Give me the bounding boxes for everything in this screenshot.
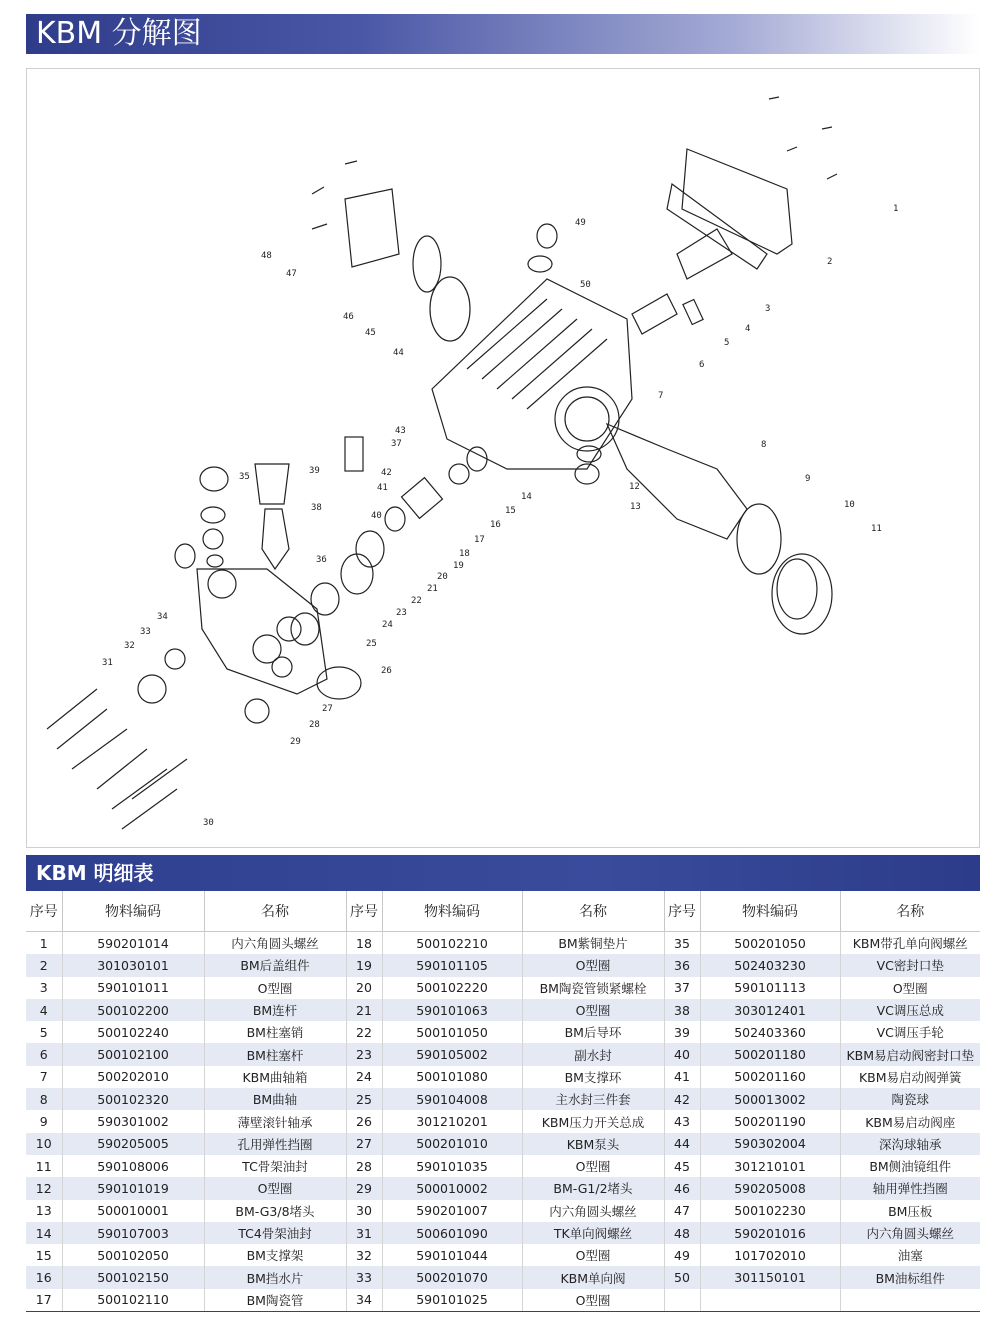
cell-index: 43 (664, 1110, 700, 1132)
part-callout-28: 28 (309, 720, 320, 730)
cell-name: 薄壁滚针轴承 (204, 1110, 346, 1132)
cell-code: 590201014 (62, 932, 204, 955)
col-header-index: 序号 (346, 891, 382, 932)
parts-table-title-bar (26, 855, 980, 891)
cell-index: 6 (26, 1043, 62, 1065)
cell-name: O型圈 (204, 1177, 346, 1199)
part-callout-3: 3 (765, 304, 771, 314)
table-row (26, 1110, 980, 1132)
cell-name: BM柱塞杆 (204, 1043, 346, 1065)
cell-index: 27 (346, 1133, 382, 1155)
col-header-code: 物料编码 (700, 891, 840, 932)
cell-code: 500102110 (62, 1289, 204, 1312)
cell-code: 590101025 (382, 1289, 522, 1312)
cell-index: 46 (664, 1177, 700, 1199)
cell-name: 陶瓷球 (840, 1088, 980, 1110)
cell-name: VC调压手轮 (876, 1025, 944, 1041)
cell-index: 16 (26, 1266, 62, 1288)
cell-code: 590205005 (62, 1133, 204, 1155)
cell-code: 502403360 (700, 1021, 840, 1043)
cell-index: 29 (346, 1177, 382, 1199)
part-callout-11: 11 (871, 524, 882, 534)
cell-index: 10 (26, 1133, 62, 1155)
cell-index: 2 (26, 954, 62, 976)
cell-name: 油塞 (897, 1248, 923, 1264)
cell-index: 15 (26, 1244, 62, 1266)
table-row (26, 954, 980, 976)
part-callout-39: 39 (309, 466, 320, 476)
part-callout-19: 19 (453, 561, 464, 571)
cell-code: 590201007 (382, 1200, 522, 1222)
cell-code: 500201010 (382, 1133, 522, 1155)
part-callout-4: 4 (745, 324, 751, 334)
part-callout-45: 45 (365, 328, 376, 338)
cell-name: BM后导环 (522, 1021, 664, 1043)
cell-code: 301030101 (62, 954, 204, 976)
cell-code: 500010002 (382, 1177, 522, 1199)
cell-name: BM油标组件 (840, 1266, 980, 1288)
cell-code: 500202010 (62, 1066, 204, 1088)
cell-index: 8 (26, 1088, 62, 1110)
table-row (26, 1222, 980, 1244)
cell-name: 内六角圆头螺丝 (840, 1222, 980, 1244)
cell-code: 590201016 (700, 1222, 840, 1244)
part-callout-50: 50 (580, 280, 591, 290)
cell-code: 500102210 (382, 932, 522, 955)
col-header-name: 名称 (204, 891, 346, 932)
part-callout-23: 23 (396, 608, 407, 618)
part-callout-49: 49 (575, 218, 586, 228)
part-callout-20: 20 (437, 572, 448, 582)
cell-name: 内六角圆头螺丝 (204, 932, 346, 955)
cell-code: 590302004 (700, 1133, 840, 1155)
cell-index: 24 (346, 1066, 382, 1088)
part-callout-8: 8 (761, 440, 767, 450)
cell-name: BM压板 (888, 1203, 933, 1219)
table-row (26, 1088, 980, 1110)
cell-name: O型圈 (522, 999, 664, 1021)
cell-code: 590101019 (62, 1177, 204, 1199)
table-row (26, 1244, 980, 1266)
table-row (26, 1043, 980, 1065)
cell-name: O型圈 (522, 1244, 664, 1266)
cell-code: 502403230 (700, 954, 840, 976)
cell-index: 1 (26, 932, 62, 955)
parts-list-table (26, 891, 980, 1312)
cell-name: KBM易启动阀弹簧 (858, 1069, 962, 1085)
cell-index: 48 (664, 1222, 700, 1244)
part-callout-43: 43 (395, 426, 406, 436)
cell-name: 主水封三件套 (522, 1088, 664, 1110)
cell-index: 3 (26, 977, 62, 999)
cell-name: BM紫铜垫片 (522, 932, 664, 955)
part-callout-35: 35 (239, 472, 250, 482)
part-callout-5: 5 (724, 338, 730, 348)
cell-index: 4 (26, 999, 62, 1021)
cell-code: 500201050 (700, 932, 840, 955)
cell-name: 内六角圆头螺丝 (522, 1200, 664, 1222)
cell-index: 50 (664, 1266, 700, 1288)
cell-code: 500201190 (700, 1110, 840, 1132)
cell-name: KBM曲轴箱 (204, 1066, 346, 1088)
part-callout-27: 27 (322, 704, 333, 714)
page-title: KBM 分解图 (36, 16, 202, 51)
cell-index: 37 (664, 977, 700, 999)
cell-name: BM后盖组件 (204, 954, 346, 976)
cell-index: 40 (664, 1043, 700, 1065)
cell-name: BM挡水片 (204, 1266, 346, 1288)
cell-index: 31 (346, 1222, 382, 1244)
cell-index: 19 (346, 954, 382, 976)
cell-name: TC4骨架油封 (204, 1222, 346, 1244)
cell-code: 500201070 (382, 1266, 522, 1288)
part-callout-7: 7 (658, 391, 664, 401)
part-callout-30: 30 (203, 818, 214, 828)
cell-index: 32 (346, 1244, 382, 1266)
cell-code: 590101105 (382, 954, 522, 976)
cell-name: VC密封口垫 (840, 954, 980, 976)
part-callout-15: 15 (505, 506, 516, 516)
cell-name: KBM压力开关总成 (522, 1110, 664, 1132)
cell-code: 500102240 (62, 1021, 204, 1043)
cell-code: 500601090 (382, 1222, 522, 1244)
cell-code: 590205008 (700, 1177, 840, 1199)
table-row (26, 999, 980, 1021)
cell-code: 590105002 (382, 1043, 522, 1065)
cell-code: 590104008 (382, 1088, 522, 1110)
cell-code: 590108006 (62, 1155, 204, 1177)
col-header-index: 序号 (664, 891, 700, 932)
cell-code: 301150101 (700, 1266, 840, 1288)
table-row (26, 977, 980, 999)
part-callout-13: 13 (630, 502, 641, 512)
part-callout-47: 47 (286, 269, 297, 279)
part-callout-32: 32 (124, 641, 135, 651)
cell-name: 孔用弹性挡圈 (204, 1133, 346, 1155)
cell-code: 301210201 (382, 1110, 522, 1132)
cell-name: BM连杆 (204, 999, 346, 1021)
cell-name: BM支撑环 (522, 1066, 664, 1088)
cell-code: 500101080 (382, 1066, 522, 1088)
cell-index: 45 (664, 1155, 700, 1177)
cell-index: 33 (346, 1266, 382, 1288)
cell-name: O型圈 (522, 1155, 664, 1177)
cell-code: 590101063 (382, 999, 522, 1021)
cell-index: 47 (664, 1200, 700, 1222)
part-callout-16: 16 (490, 520, 501, 530)
cell-name: BM侧油镜组件 (869, 1159, 952, 1175)
cell-index: 7 (26, 1066, 62, 1088)
cell-name: KBM泵头 (522, 1133, 664, 1155)
cell-index (664, 1289, 700, 1312)
cell-name: O型圈 (892, 980, 928, 996)
cell-name: KBM单向阀 (522, 1266, 664, 1288)
cell-index: 22 (346, 1021, 382, 1043)
crankcase-shape (432, 279, 632, 469)
cell-name: BM支撑架 (204, 1244, 346, 1266)
part-callout-42: 42 (381, 468, 392, 478)
exploded-view-drawing (27, 69, 981, 849)
cell-name: KBM带孔单向阀螺丝 (852, 936, 968, 952)
part-callout-10: 10 (844, 500, 855, 510)
part-callout-25: 25 (366, 639, 377, 649)
col-header-code: 物料编码 (382, 891, 522, 932)
table-row (26, 1289, 980, 1312)
table-row (26, 1155, 980, 1177)
cell-code: 590107003 (62, 1222, 204, 1244)
cell-name: O型圈 (204, 977, 346, 999)
part-callout-24: 24 (382, 620, 393, 630)
cell-name (840, 1289, 980, 1312)
table-row (26, 1021, 980, 1043)
cell-name: BM陶瓷管 (204, 1289, 346, 1312)
col-header-name: 名称 (522, 891, 664, 932)
part-callout-41: 41 (377, 483, 388, 493)
cell-index: 35 (664, 932, 700, 955)
cell-code: 500102050 (62, 1244, 204, 1266)
cell-name: BM柱塞销 (204, 1021, 346, 1043)
cell-name: VC调压总成 (840, 999, 980, 1021)
cell-index: 42 (664, 1088, 700, 1110)
cell-index: 30 (346, 1200, 382, 1222)
part-callout-17: 17 (474, 535, 485, 545)
cell-name: 副水封 (522, 1043, 664, 1065)
part-callout-18: 18 (459, 549, 470, 559)
cell-code: 500102200 (62, 999, 204, 1021)
cell-index: 14 (26, 1222, 62, 1244)
cell-name: BM曲轴 (204, 1088, 346, 1110)
cell-index: 17 (26, 1289, 62, 1312)
part-callout-34: 34 (157, 612, 168, 622)
cell-index: 36 (664, 954, 700, 976)
part-callout-9: 9 (805, 474, 811, 484)
part-callout-29: 29 (290, 737, 301, 747)
cell-code: 500101050 (382, 1021, 522, 1043)
table-row (26, 1066, 980, 1088)
part-callout-21: 21 (427, 584, 438, 594)
col-header-code: 物料编码 (62, 891, 204, 932)
part-callout-38: 38 (311, 503, 322, 513)
cell-code: 500102100 (62, 1043, 204, 1065)
parts-table-body (26, 932, 980, 1312)
cell-name: TK单向阀螺丝 (522, 1222, 664, 1244)
cell-code: 500102230 (700, 1200, 840, 1222)
cell-code (700, 1289, 840, 1312)
cell-index: 41 (664, 1066, 700, 1088)
cell-index: 11 (26, 1155, 62, 1177)
cell-code: 301210101 (700, 1155, 840, 1177)
col-header-index: 序号 (26, 891, 62, 932)
cell-name: 深沟球轴承 (840, 1133, 980, 1155)
exploded-view-diagram (26, 68, 980, 848)
cell-name: O型圈 (522, 1289, 664, 1312)
cell-code: 500201160 (700, 1066, 840, 1088)
table-row (26, 1200, 980, 1222)
cell-index: 38 (664, 999, 700, 1021)
part-callout-14: 14 (521, 492, 532, 502)
cell-name: 轴用弹性挡圈 (840, 1177, 980, 1199)
cell-name: BM-G1/2堵头 (522, 1177, 664, 1199)
page-title-bar (26, 14, 980, 54)
cell-name: KBM易启动阀密封口垫 (840, 1043, 980, 1065)
cell-name: KBM易启动阀座 (865, 1114, 956, 1130)
cell-code: 590101113 (700, 977, 840, 999)
table-row (26, 1133, 980, 1155)
table-header-row (26, 891, 980, 932)
cell-index: 21 (346, 999, 382, 1021)
cell-code: 303012401 (700, 999, 840, 1021)
cell-name: TC骨架油封 (204, 1155, 346, 1177)
cell-index: 20 (346, 977, 382, 999)
cell-index: 9 (26, 1110, 62, 1132)
cell-index: 13 (26, 1200, 62, 1222)
cell-code: 590101011 (62, 977, 204, 999)
part-callout-40: 40 (371, 511, 382, 521)
cell-name: BM陶瓷管锁紧螺栓 (522, 977, 664, 999)
cell-name: O型圈 (522, 954, 664, 976)
cell-code: 590101035 (382, 1155, 522, 1177)
part-callout-44: 44 (393, 348, 404, 358)
cell-index: 12 (26, 1177, 62, 1199)
cell-index: 18 (346, 932, 382, 955)
col-header-name: 名称 (840, 891, 980, 932)
cell-index: 28 (346, 1155, 382, 1177)
part-callout-12: 12 (629, 482, 640, 492)
table-row (26, 932, 980, 955)
part-callout-31: 31 (102, 658, 113, 668)
part-callout-26: 26 (381, 666, 392, 676)
part-callout-36: 36 (316, 555, 327, 565)
cell-code: 500102150 (62, 1266, 204, 1288)
table-row (26, 1177, 980, 1199)
cell-code: 500013002 (700, 1088, 840, 1110)
cell-name: BM-G3/8堵头 (204, 1200, 346, 1222)
parts-table-title: KBM 明细表 (36, 861, 154, 885)
cell-code: 590101044 (382, 1244, 522, 1266)
cell-code: 500010001 (62, 1200, 204, 1222)
cell-code: 101702010 (700, 1244, 840, 1266)
cell-index: 49 (664, 1244, 700, 1266)
part-callout-2: 2 (827, 257, 833, 267)
table-row (26, 1266, 980, 1288)
part-callout-37: 37 (391, 439, 402, 449)
cell-code: 590301002 (62, 1110, 204, 1132)
part-callout-33: 33 (140, 627, 151, 637)
cell-code: 500201180 (700, 1043, 840, 1065)
part-callout-48: 48 (261, 251, 272, 261)
cell-code: 500102220 (382, 977, 522, 999)
cell-index: 23 (346, 1043, 382, 1065)
cell-index: 34 (346, 1289, 382, 1312)
cell-index: 44 (664, 1133, 700, 1155)
cell-index: 5 (26, 1021, 62, 1043)
part-callout-1: 1 (893, 204, 899, 214)
part-callout-46: 46 (343, 312, 354, 322)
cell-index: 39 (664, 1021, 700, 1043)
cell-index: 25 (346, 1088, 382, 1110)
part-callout-6: 6 (699, 360, 705, 370)
cell-index: 26 (346, 1110, 382, 1132)
cell-code: 500102320 (62, 1088, 204, 1110)
part-callout-22: 22 (411, 596, 422, 606)
